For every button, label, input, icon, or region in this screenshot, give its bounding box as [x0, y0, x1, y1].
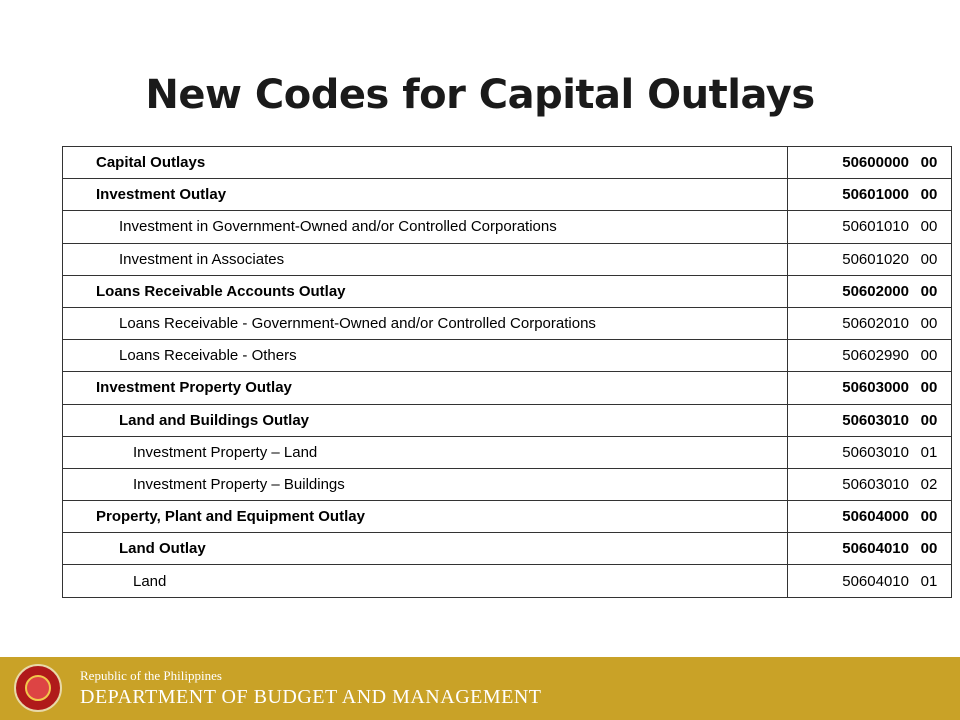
account-subcode: 00	[920, 315, 938, 333]
account-code: 50604010	[842, 540, 909, 558]
account-code: 50600000	[842, 154, 909, 172]
account-name-cell: Investment Property Outlay	[63, 372, 788, 404]
account-subcode: 00	[920, 250, 938, 268]
account-name-cell: Loans Receivable Accounts Outlay	[63, 275, 788, 307]
account-code: 50603000	[842, 379, 909, 397]
account-code: 50604000	[842, 508, 909, 526]
table-row	[63, 307, 952, 339]
footer-bar	[0, 657, 960, 720]
codes-table-body	[63, 147, 952, 598]
footer-republic-text: Republic of the Philippines	[80, 668, 222, 683]
table-row	[63, 340, 952, 372]
account-code-cell	[788, 340, 952, 372]
account-code: 50602990	[842, 347, 909, 365]
account-code: 50601000	[842, 186, 909, 204]
account-code: 50604010	[842, 572, 909, 590]
account-code: 50603010	[842, 411, 909, 429]
account-code: 50602000	[842, 282, 909, 300]
account-code-cell	[788, 307, 952, 339]
table-row	[63, 501, 952, 533]
account-name-cell: Investment Property – Land	[63, 436, 788, 468]
account-subcode: 00	[920, 540, 938, 558]
table-row	[63, 565, 952, 597]
table-row	[63, 211, 952, 243]
account-subcode: 00	[920, 379, 938, 397]
account-code-cell	[788, 501, 952, 533]
account-code: 50602010	[842, 315, 909, 333]
account-name-cell: Capital Outlays	[63, 147, 788, 179]
account-name-cell: Property, Plant and Equipment Outlay	[63, 501, 788, 533]
account-code-cell	[788, 372, 952, 404]
table-row	[63, 179, 952, 211]
account-subcode: 01	[920, 443, 938, 461]
table-row	[63, 436, 952, 468]
table-row	[63, 468, 952, 500]
account-subcode: 00	[920, 508, 938, 526]
account-name-cell: Investment Property – Buildings	[63, 468, 788, 500]
table-row	[63, 275, 952, 307]
account-code-cell	[788, 468, 952, 500]
table-row	[63, 243, 952, 275]
account-subcode: 00	[920, 411, 938, 429]
account-code-cell	[788, 243, 952, 275]
account-name-cell: Land and Buildings Outlay	[63, 404, 788, 436]
account-code-cell	[788, 436, 952, 468]
account-name-cell: Land	[63, 565, 788, 597]
table-row	[63, 147, 952, 179]
account-subcode: 00	[920, 218, 938, 236]
account-code-cell	[788, 147, 952, 179]
account-name-cell: Investment in Government-Owned and/or Controlled Corporations	[63, 211, 788, 243]
account-name-cell: Investment in Associates	[63, 243, 788, 275]
account-subcode: 00	[920, 186, 938, 204]
account-name-cell: Loans Receivable - Others	[63, 340, 788, 372]
seal-center	[25, 675, 51, 701]
account-code-cell	[788, 404, 952, 436]
account-code: 50601010	[842, 218, 909, 236]
account-subcode: 00	[920, 154, 938, 172]
account-subcode: 00	[920, 347, 938, 365]
account-code-cell	[788, 565, 952, 597]
footer-department-text: DEPARTMENT OF BUDGET AND MANAGEMENT	[80, 686, 542, 708]
table-row	[63, 372, 952, 404]
account-code: 50603010	[842, 475, 909, 493]
account-code-cell	[788, 211, 952, 243]
account-subcode: 01	[920, 572, 938, 590]
account-subcode: 00	[920, 282, 938, 300]
account-name-cell: Land Outlay	[63, 533, 788, 565]
account-name-cell: Investment Outlay	[63, 179, 788, 211]
account-subcode: 02	[920, 475, 938, 493]
account-code: 50601020	[842, 250, 909, 268]
page-title: New Codes for Capital Outlays	[145, 72, 815, 118]
capital-outlay-codes-table	[62, 146, 952, 598]
account-code-cell	[788, 275, 952, 307]
account-code-cell	[788, 179, 952, 211]
account-code: 50603010	[842, 443, 909, 461]
table-row	[63, 533, 952, 565]
account-name-cell: Loans Receivable - Government-Owned and/or Controlled Corporations	[63, 307, 788, 339]
table-row	[63, 404, 952, 436]
dbm-seal-icon	[14, 664, 62, 712]
account-code-cell	[788, 533, 952, 565]
